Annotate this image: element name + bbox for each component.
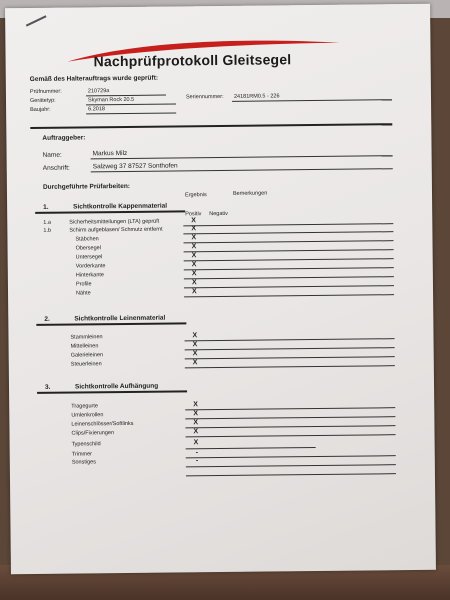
check-mark: X: [191, 234, 197, 242]
name-value: Markus Milz: [92, 149, 128, 158]
section-3-title: Sichtkontrolle Aufhängung: [74, 382, 159, 391]
row-label: Stammleinen: [70, 334, 103, 341]
field-line: [86, 112, 176, 114]
section-underline: [35, 210, 185, 214]
check-mark: X: [192, 332, 198, 340]
row-label: Trimmer: [71, 451, 93, 458]
row-label: Umlenkrollen: [71, 412, 104, 419]
document-page: [5, 4, 436, 574]
row-label: Typenschild: [71, 441, 101, 448]
row-label: Tragegurte: [71, 403, 98, 410]
anschrift-value: Salzweg 37 87527 Sonthofen: [92, 162, 178, 171]
section-underline: [37, 390, 187, 394]
row-line: [186, 464, 396, 467]
row-label: Profile: [75, 281, 92, 288]
seriennummer-value: 24181RM0.5 - 226: [233, 93, 280, 100]
intro-text: Gemäß des Halterauftrags wurde geprüft:: [29, 74, 159, 83]
row-line: [185, 416, 395, 419]
check-mark: X: [193, 419, 199, 427]
geraetetyp-label: Gerätetyp:: [29, 97, 56, 104]
row-line: [184, 285, 394, 288]
row-label: Clips/Fixierungen: [71, 430, 115, 437]
row-line: [184, 294, 394, 297]
row-line: [184, 267, 394, 270]
pruefnummer-label: Prüfnummer:: [29, 88, 62, 95]
row-label: Mittelleinen: [70, 343, 99, 350]
auftraggeber-heading: Auftraggeber:: [42, 134, 86, 142]
positiv-label: Positiv: [185, 211, 202, 218]
row-label: Sonstiges: [71, 459, 96, 466]
check-mark: X: [193, 428, 199, 436]
page-title: Nachprüfprotokoll Gleitsegel: [93, 51, 292, 70]
check-mark: X: [191, 270, 197, 278]
row-line: [186, 473, 396, 476]
row-code: 1.b: [43, 227, 52, 234]
row-code: 1.a: [43, 219, 51, 226]
row-line: [186, 447, 316, 449]
section-1-number: 1.: [43, 203, 49, 211]
baujahr-value: 6.2018: [88, 106, 105, 113]
row-label: Steuerleinen: [70, 361, 102, 368]
check-mark: X: [191, 252, 197, 260]
section-underline: [36, 322, 186, 326]
field-line: [91, 155, 393, 159]
pruefnummer-value: 210729a: [87, 88, 110, 95]
dash-mark: -: [195, 449, 199, 457]
row-label: Nähte: [76, 290, 91, 297]
check-mark: X: [191, 261, 197, 269]
field-line: [86, 103, 176, 105]
row-line: [183, 223, 393, 226]
row-line: [183, 231, 393, 234]
section-1-title: Sichtkontrolle Kappenmaterial: [73, 202, 168, 211]
row-line: [184, 249, 394, 252]
negativ-label: Negativ: [209, 210, 228, 218]
divider: [30, 123, 392, 129]
seriennummer-label: Seriennummer:: [185, 93, 224, 101]
dash-mark: -: [195, 457, 199, 465]
row-label: Stäbchen: [75, 236, 99, 243]
section-3-number: 3.: [44, 383, 51, 391]
check-mark: X: [191, 217, 196, 225]
row-line: [185, 407, 395, 410]
row-line: [186, 434, 396, 437]
row-line: [184, 276, 394, 279]
arbeiten-heading: Durchgeführte Prüfarbeiten:: [42, 182, 131, 191]
name-label: Name:: [42, 151, 62, 159]
row-line: [184, 258, 394, 261]
bemerkungen-label: Bemerkungen: [232, 190, 268, 197]
check-mark: X: [193, 401, 198, 409]
check-mark: X: [193, 410, 199, 418]
pen-mark: [26, 15, 47, 26]
row-line: [184, 240, 394, 243]
row-label: Vorderkante: [75, 263, 106, 270]
check-mark: X: [191, 243, 197, 251]
check-mark: X: [192, 350, 198, 358]
baujahr-label: Baujahr:: [30, 106, 51, 113]
row-label: Hinterkante: [75, 272, 105, 279]
row-label: Schirm aufgeblasen/ Schmutz entfernt: [69, 226, 163, 234]
check-mark: X: [192, 341, 198, 349]
check-mark: X: [191, 225, 197, 233]
check-mark: X: [191, 288, 197, 296]
row-label: Untersegel: [75, 254, 103, 261]
row-label: Sicherheitsmitteilungen (LTA) geprüft: [69, 218, 160, 226]
row-line: [185, 365, 395, 368]
row-line: [185, 347, 395, 350]
row-line: [186, 455, 396, 458]
check-mark: X: [191, 279, 197, 287]
geraetetyp-value: Skyman Rock 20.5: [87, 96, 135, 104]
check-mark: X: [193, 439, 199, 447]
row-line: [185, 425, 395, 428]
section-2-title: Sichtkontrolle Leinenmaterial: [74, 314, 166, 323]
row-label: Galerieleinen: [70, 352, 104, 359]
section-2-number: 2.: [44, 315, 50, 323]
check-mark: X: [192, 359, 198, 367]
anschrift-label: Anschrift:: [42, 164, 70, 172]
ergebnis-label: Ergebnis: [184, 192, 207, 199]
row-line: [185, 356, 395, 359]
row-label: Leinenschlösser/Softlinks: [71, 420, 134, 428]
row-label: Obersegel: [75, 245, 101, 252]
row-line: [185, 338, 395, 341]
